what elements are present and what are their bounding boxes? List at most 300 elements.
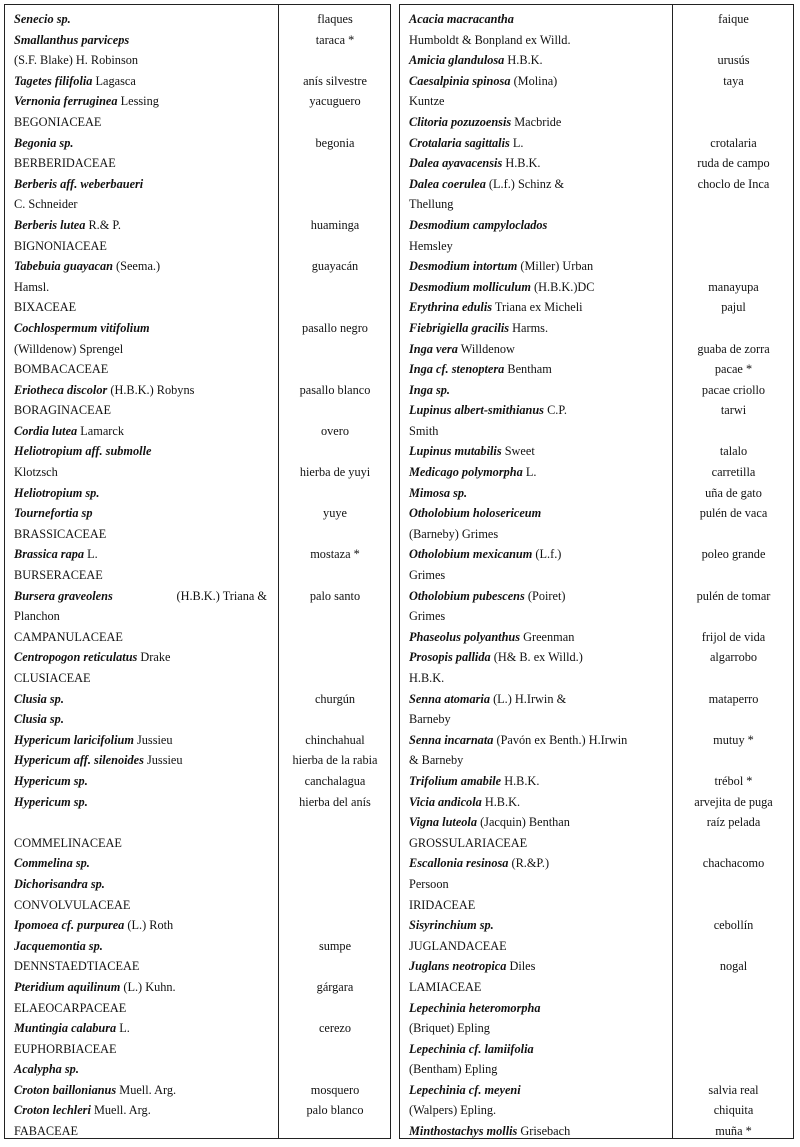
table-row [400, 936, 793, 957]
table-row [400, 874, 793, 895]
scientific-name-cell [409, 483, 467, 504]
family-or-author-text: H.B.K. [409, 671, 445, 685]
common-name-cell: overo [321, 423, 349, 438]
table-row [5, 586, 390, 607]
species-name: Caesalpinia spinosa [409, 73, 511, 88]
table-row [400, 647, 793, 668]
table-row [5, 194, 390, 215]
author-name: Harms. [512, 320, 549, 335]
family-or-author-text: Planchon [14, 609, 60, 624]
family-or-author-text: CONVOLVULACEAE [14, 897, 131, 912]
family-or-author-text: C. Schneider [14, 197, 78, 212]
species-name: Otholobium mexicanum [409, 547, 533, 562]
scientific-name-cell [14, 359, 108, 380]
species-name: Medicago polymorpha [409, 465, 523, 480]
scientific-name-cell [409, 256, 593, 277]
scientific-name-cell [14, 668, 91, 689]
scientific-name-cell [409, 792, 520, 813]
table-row [5, 174, 390, 195]
author-name: Bentham [507, 362, 552, 377]
table-row [400, 318, 793, 339]
family-or-author-text: Thellung [409, 197, 454, 212]
family-or-author-text: Barneby [409, 712, 451, 727]
table-row [5, 483, 390, 504]
common-name-cell: guayacán [311, 259, 359, 274]
scientific-name-cell [14, 977, 176, 998]
table-row [400, 277, 793, 298]
table-row [5, 50, 390, 71]
species-name: Croton baillonianus [14, 1082, 117, 1097]
author-name: Willdenow [460, 341, 515, 356]
scientific-name-cell [14, 874, 105, 895]
table-row [5, 895, 390, 916]
scientific-name-cell [14, 194, 78, 215]
common-name-cell: chiquita [713, 1103, 754, 1118]
common-name-cell: taraca * [315, 32, 355, 47]
scientific-name-cell [14, 833, 122, 854]
species-name: Hypericum sp. [14, 773, 88, 788]
scientific-name-cell [409, 586, 565, 607]
table-row [400, 339, 793, 360]
common-name-cell: mutuy * [713, 732, 754, 747]
species-name: Amicia glandulosa [409, 53, 505, 68]
species-name: Minthostachys mollis [409, 1124, 518, 1139]
scientific-name-cell [14, 709, 64, 730]
author-name: Muell. Arg. [93, 1103, 151, 1118]
scientific-name-cell [14, 544, 98, 565]
author-name: Muell. Arg. [119, 1082, 177, 1097]
species-name: Fiebrigiella gracilis [409, 320, 510, 335]
family-or-author-text: DENNSTAEDTIACEAE [14, 959, 140, 974]
common-name-cell: arvejita de puga [694, 794, 773, 809]
family-or-author-text: (S.F. Blake) H. Robinson [14, 53, 139, 68]
scientific-name-cell [409, 153, 541, 174]
table-row [5, 91, 390, 112]
common-name-cell: salvia real [708, 1082, 759, 1097]
scientific-name-cell [409, 668, 444, 689]
scientific-name-cell [409, 318, 548, 339]
common-name-cell: pulén de tomar [696, 588, 771, 603]
common-name-cell: faique [718, 12, 749, 26]
species-name: Dichorisandra sp. [14, 876, 105, 891]
common-name-cell: pasallo blanco [299, 382, 371, 397]
scientific-name-cell [14, 174, 143, 195]
common-name-cell: carretilla [711, 465, 756, 480]
table-row [400, 750, 793, 771]
table-row [5, 133, 390, 154]
scientific-name-cell [14, 1018, 130, 1039]
author-name: (L.f.) Schinz & [488, 176, 565, 191]
scientific-name-cell [14, 647, 170, 668]
author-name: L. [512, 135, 524, 150]
scientific-name-cell [14, 71, 136, 92]
table-row [400, 91, 793, 112]
table-row [400, 1059, 793, 1080]
family-or-author-text: BORAGINACEAE [14, 403, 112, 418]
table-row [5, 812, 390, 833]
scientific-name-cell [14, 236, 107, 257]
table-row [400, 792, 793, 813]
common-name-cell: muña * [715, 1124, 752, 1139]
table-row [400, 709, 793, 730]
table-row [5, 277, 390, 298]
scientific-name-cell [409, 503, 541, 524]
species-name: Ipomoea cf. purpurea [14, 918, 125, 933]
table-row [400, 194, 793, 215]
common-name-cell: churgún [314, 691, 356, 706]
scientific-name-cell [14, 956, 139, 977]
scientific-name-cell [409, 297, 583, 318]
table-row [400, 998, 793, 1019]
common-name-cell: yuye [323, 506, 347, 521]
scientific-name-cell [409, 400, 567, 421]
table-row [5, 1039, 390, 1060]
author-name: (Miller) Urban [520, 259, 594, 274]
table-row [400, 133, 793, 154]
table-row [400, 833, 793, 854]
scientific-name-cell [409, 174, 564, 195]
author-name: (H.B.K.) Triana & [176, 588, 267, 603]
table-row [400, 71, 793, 92]
species-name: Erythrina edulis [409, 300, 493, 315]
table-row [400, 895, 793, 916]
family-or-author-text: CAMPANULACEAE [14, 629, 123, 644]
author-name: (Poiret) [527, 588, 566, 603]
family-or-author-text: Persoon [409, 876, 449, 891]
species-name: Lepechinia heteromorpha [409, 1000, 541, 1015]
scientific-name-cell [14, 215, 121, 236]
common-name-cell: anís silvestre [303, 73, 367, 88]
scientific-name-cell [14, 771, 88, 792]
table-row [5, 709, 390, 730]
species-name: Acacia macracantha [409, 12, 514, 26]
species-name: Berberis aff. weberbaueri [14, 176, 144, 191]
species-name: Crotalaria sagittalis [409, 135, 510, 150]
scientific-name-cell [409, 71, 557, 92]
scientific-name-cell [14, 318, 150, 339]
scientific-name-cell [409, 524, 498, 545]
scientific-name-cell [409, 91, 445, 112]
common-name-cell: yacuguero [309, 94, 361, 109]
common-name-cell: gárgara [316, 979, 354, 994]
species-name: Otholobium holosericeum [409, 506, 542, 521]
table-row [400, 977, 793, 998]
table-row [5, 1100, 390, 1121]
scientific-name-cell [14, 133, 73, 154]
table-row [400, 50, 793, 71]
scientific-name-cell [409, 236, 453, 257]
scientific-name-cell [14, 853, 90, 874]
scientific-name-cell [14, 1080, 176, 1101]
scientific-name-cell [14, 483, 99, 504]
species-name: Sisyrinchium sp. [409, 918, 494, 933]
scientific-name-cell [14, 895, 130, 916]
author-name: (Pavón ex Benth.) H.Irwin [496, 732, 628, 747]
table-row [400, 483, 793, 504]
table-row [5, 236, 390, 257]
table-row [400, 421, 793, 442]
family-or-author-text: ELAEOCARPACEAE [14, 1000, 127, 1015]
table-row [400, 1039, 793, 1060]
common-name-cell: palo santo [309, 588, 361, 603]
species-name: Clitoria pozuzoensis [409, 114, 512, 129]
scientific-name-cell [14, 30, 129, 51]
common-name-cell: mataperro [708, 691, 759, 706]
author-name: (L.f.) [535, 547, 562, 562]
table-row [400, 689, 793, 710]
common-name-cell: pasallo negro [302, 320, 368, 335]
scientific-name-cell [14, 9, 71, 30]
author-name: (Seema.) [116, 259, 161, 274]
table-row [5, 668, 390, 689]
scientific-name-cell [409, 730, 627, 751]
scientific-name-cell [409, 606, 445, 627]
scientific-name-cell [409, 812, 570, 833]
scientific-name-cell [409, 998, 541, 1019]
author-name: Grisebach [520, 1124, 571, 1139]
common-name-cell: poleo grande [701, 547, 766, 562]
scientific-name-cell [409, 895, 475, 916]
table-row [5, 71, 390, 92]
scientific-name-cell [14, 915, 173, 936]
author-name: Lessing [120, 94, 159, 109]
scientific-name-cell [409, 956, 535, 977]
common-name-cell: talalo [719, 444, 748, 459]
scientific-name-cell [409, 1059, 497, 1080]
scientific-name-cell [409, 977, 481, 998]
table-row [5, 215, 390, 236]
table-row [400, 400, 793, 421]
author-name: L. [525, 465, 537, 480]
species-name: Tournefortia sp [14, 506, 93, 521]
species-name: Inga cf. stenoptera [409, 362, 505, 377]
family-or-author-text: BURSERACEAE [14, 568, 103, 583]
family-or-author-text: (Willdenow) Sprengel [14, 341, 124, 356]
family-or-author-text: (Walpers) Epling. [409, 1103, 497, 1118]
table-row [400, 853, 793, 874]
scientific-name-cell [14, 689, 64, 710]
species-name: Trifolium amabile [409, 773, 502, 788]
table-row [400, 380, 793, 401]
scientific-name-cell [409, 359, 552, 380]
author-name: (H.B.K.)DC [534, 279, 595, 294]
species-name: Inga vera [409, 341, 458, 356]
species-name: Senecio sp. [14, 12, 71, 26]
family-or-author-text: JUGLANDACEAE [409, 938, 507, 953]
common-name-cell: cebollín [713, 918, 754, 933]
species-name: Desmodium molliculum [409, 279, 531, 294]
table-row [5, 853, 390, 874]
scientific-name-cell [14, 256, 160, 277]
scientific-name-cell [409, 771, 539, 792]
scientific-name-cell [409, 936, 507, 957]
species-name: Escallonia resinosa [409, 856, 509, 871]
species-name: Jacquemontia sp. [14, 938, 103, 953]
common-name-cell: trébol * [714, 773, 753, 788]
common-name-cell: palo blanco [306, 1103, 364, 1118]
author-name: (L.) Kuhn. [123, 979, 176, 994]
table-row [5, 153, 390, 174]
common-name-cell: huaminga [310, 217, 360, 232]
table-row [400, 606, 793, 627]
author-name: Lagasca [95, 73, 136, 88]
species-name: Hypericum laricifolium [14, 732, 134, 747]
table-row [400, 359, 793, 380]
table-row [5, 524, 390, 545]
family-or-author-text: IRIDACEAE [409, 897, 476, 912]
scientific-name-cell [14, 421, 124, 442]
scientific-name-cell [409, 9, 514, 30]
species-name: Smallanthus parviceps [14, 32, 130, 47]
family-or-author-text: Hemsley [409, 238, 453, 253]
table-row [400, 586, 793, 607]
table-row [400, 565, 793, 586]
scientific-name-cell [409, 833, 527, 854]
species-name: Lupinus albert-smithianus [409, 403, 544, 418]
author-name: Jussieu [146, 753, 183, 768]
common-name-cell: pulén de vaca [699, 506, 768, 521]
table-row [5, 647, 390, 668]
scientific-name-cell [409, 1121, 570, 1142]
species-name: Senna atomaria [409, 691, 490, 706]
table-row [5, 627, 390, 648]
scientific-name-cell [409, 462, 536, 483]
table-row [5, 936, 390, 957]
species-name: Lepechinia cf. meyeni [409, 1082, 521, 1097]
family-or-author-text: BIXACEAE [14, 300, 77, 315]
common-name-cell: taya [723, 73, 744, 88]
table-row [400, 627, 793, 648]
table-row [400, 524, 793, 545]
common-name-cell: cerezo [318, 1021, 352, 1036]
scientific-name-cell [14, 91, 159, 112]
scientific-name-cell [409, 194, 453, 215]
table-row [400, 503, 793, 524]
species-name: Acalypha sp. [14, 1062, 79, 1077]
author-name: (Molina) [513, 73, 558, 88]
scientific-name-cell [409, 1080, 521, 1101]
table-row [400, 915, 793, 936]
table-row [400, 9, 793, 30]
scientific-name-cell [409, 30, 571, 51]
common-name-cell: chinchahual [305, 732, 365, 747]
common-name-cell: hierba de yuyi [299, 465, 371, 480]
right-rows [400, 9, 793, 1142]
scientific-name-cell [14, 1121, 78, 1142]
common-name-cell: manayupa [708, 279, 759, 294]
scientific-name-cell [14, 998, 126, 1019]
species-name: Dalea coerulea [409, 176, 486, 191]
table-row [5, 792, 390, 813]
species-name: Otholobium pubescens [409, 588, 525, 603]
common-name-cell: mostaza * [310, 547, 360, 562]
common-name-cell: guaba de zorra [697, 341, 770, 356]
common-name-cell: begonia [315, 135, 355, 150]
author-name: L. [87, 547, 98, 562]
scientific-name-cell [14, 462, 58, 483]
family-or-author-text: BOMBACACEAE [14, 362, 109, 377]
family-or-author-text: CLUSIACEAE [14, 671, 91, 685]
species-name: Vicia andicola [409, 794, 482, 809]
table-row [5, 977, 390, 998]
common-name-cell: flaques [317, 12, 353, 26]
species-name: Pteridium aquilinum [14, 979, 121, 994]
scientific-name-cell [14, 606, 60, 627]
table-row [400, 441, 793, 462]
scientific-name-cell [14, 441, 151, 462]
family-or-author-text: (Briquet) Epling [409, 1021, 490, 1036]
species-name: Tagetes filifolia [14, 73, 93, 88]
common-name-cell: pacae criollo [701, 382, 766, 397]
species-name: Heliotropium sp. [14, 485, 100, 500]
family-or-author-text: (Bentham) Epling [409, 1062, 498, 1077]
author-name: Jussieu [136, 732, 173, 747]
table-row [400, 1018, 793, 1039]
species-name: Inga sp. [409, 382, 451, 397]
table-row [400, 236, 793, 257]
author-name: H.B.K. [507, 53, 543, 68]
species-name: Senna incarnata [409, 732, 494, 747]
author-name: (H.B.K.) Robyns [110, 382, 195, 397]
scientific-name-cell [409, 339, 515, 360]
species-name: Bursera graveolens [14, 588, 113, 603]
table-row [400, 812, 793, 833]
table-row [5, 256, 390, 277]
table-row [400, 730, 793, 751]
scientific-name-cell [409, 874, 449, 895]
family-or-author-text: BERBERIDACEAE [14, 156, 116, 171]
scientific-name-cell [409, 1018, 490, 1039]
table-row [5, 915, 390, 936]
common-name-cell: ruda de campo [697, 156, 770, 171]
table-row [5, 1121, 390, 1142]
species-name: Cordia lutea [14, 423, 78, 438]
species-name: Begonia sp. [14, 135, 74, 150]
author-name: H.B.K. [484, 794, 521, 809]
family-or-author-text: Klotzsch [14, 465, 58, 480]
left-rows [5, 9, 390, 1142]
table-row [5, 544, 390, 565]
table-row [400, 668, 793, 689]
species-name: Desmodium intortum [409, 259, 518, 274]
family-or-author-text: Grimes [409, 609, 446, 624]
table-row [5, 998, 390, 1019]
scientific-name-cell [14, 503, 92, 524]
table-row [5, 503, 390, 524]
scientific-name-cell [14, 524, 106, 545]
species-name: Vigna luteola [409, 815, 477, 830]
table-row [5, 112, 390, 133]
table-row [400, 153, 793, 174]
author-name: Greenman [523, 629, 575, 644]
scientific-name-cell [409, 421, 438, 442]
table-row [5, 359, 390, 380]
species-name: Dalea ayavacensis [409, 156, 503, 171]
author-name: Sweet [504, 444, 535, 459]
table-row [5, 380, 390, 401]
common-name-cell: algarrobo [709, 650, 758, 665]
scientific-name-cell [409, 544, 561, 565]
table-row [5, 339, 390, 360]
species-name: Commelina sp. [14, 856, 90, 871]
table-row [400, 174, 793, 195]
scientific-name-cell [14, 1059, 79, 1080]
scientific-name-cell [409, 915, 494, 936]
family-or-author-text: Grimes [409, 568, 446, 583]
author-name: C.P. [547, 403, 567, 418]
family-or-author-text: FABACEAE [14, 1124, 78, 1139]
species-name: Berberis lutea [14, 217, 86, 232]
